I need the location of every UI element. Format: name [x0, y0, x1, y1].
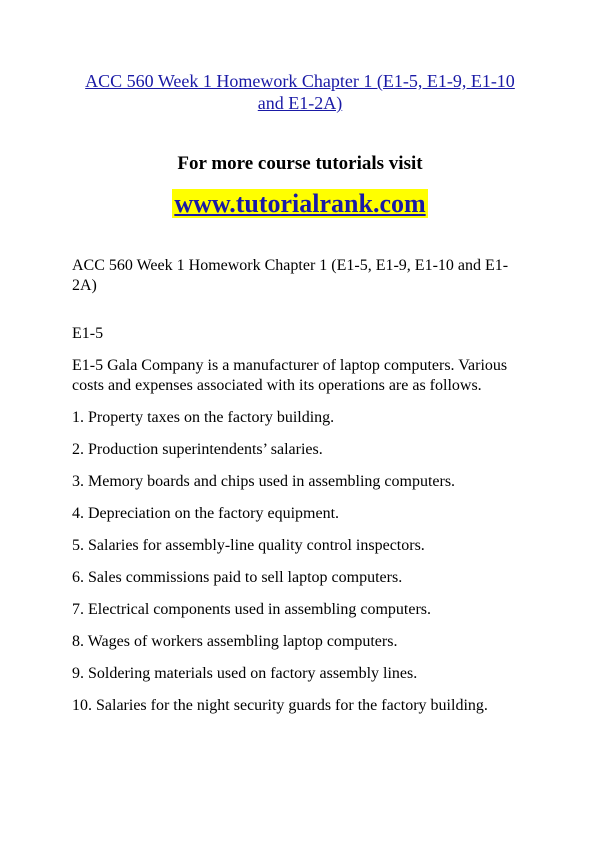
site-link-text: www.tutorialrank.com	[174, 189, 426, 218]
items-list	[72, 408, 528, 716]
section-label: E1-5	[72, 325, 104, 342]
list-item: 1. Property taxes on the factory building.	[72, 409, 335, 426]
list-item: 8. Wages of workers assembling laptop computers.	[72, 633, 398, 650]
list-item: 9. Soldering materials used on factory assembly lines.	[72, 665, 418, 682]
list-item: 5. Salaries for assembly-line quality control inspectors.	[72, 537, 425, 554]
list-item: 3. Memory boards and chips used in assembling computers.	[72, 473, 456, 490]
list-item: 10. Salaries for the night security guards for the factory building.	[72, 697, 488, 714]
list-item: 2. Production superintendents’ salaries.	[72, 441, 323, 458]
document-heading: ACC 560 Week 1 Homework Chapter 1 (E1-5, E1-9, E1-10 and E1-2A)	[72, 257, 509, 294]
site-link[interactable]	[72, 188, 528, 220]
list-item: 6. Sales commissions paid to sell laptop computers.	[72, 569, 403, 586]
title-link[interactable]: ACC 560 Week 1 Homework Chapter 1 (E1-5, E1-9, E1-10 and E1-2A)	[85, 71, 515, 113]
list-item: 7. Electrical components used in assembling computers.	[72, 601, 432, 618]
intro-paragraph: E1-5 Gala Company is a manufacturer of laptop computers. Various costs and expenses associated with its operations are as follows.	[72, 357, 508, 394]
promo-text: For more course tutorials visit	[177, 153, 423, 174]
list-item: 4. Depreciation on the factory equipment.	[72, 505, 340, 522]
document-page	[0, 70, 600, 846]
